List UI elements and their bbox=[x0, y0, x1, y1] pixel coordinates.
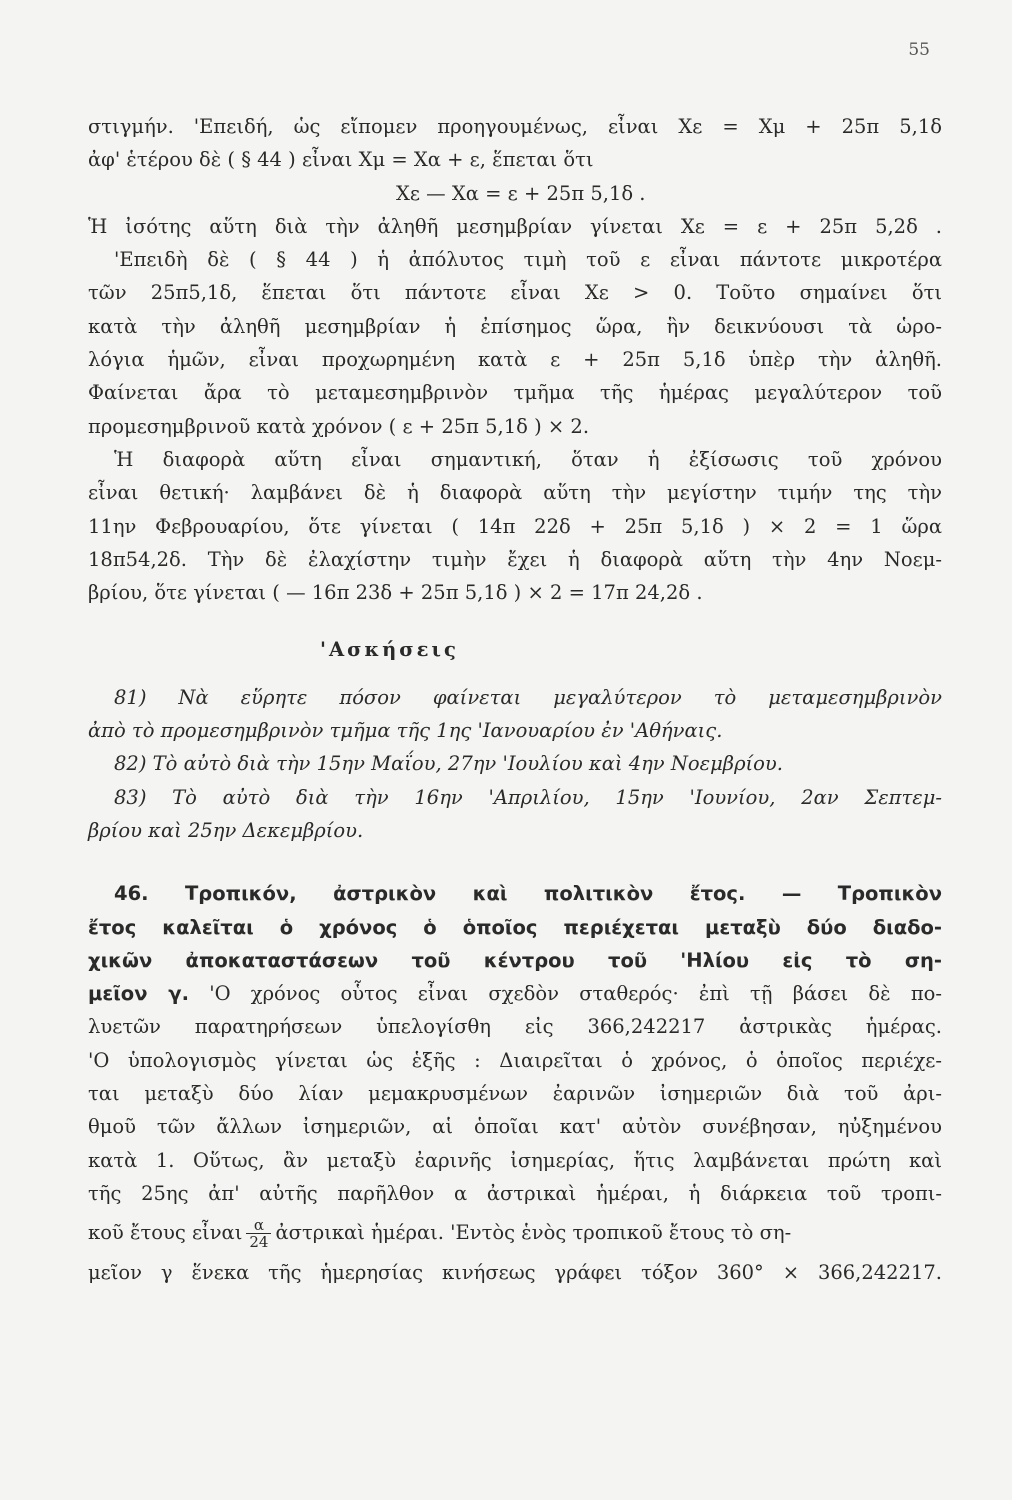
equation-line: Xε — Xα = ε + 25π 5,1δ . bbox=[396, 181, 646, 205]
body-line: Φαίνεται ἄρα τὸ μεταμεσημβρινὸν τμῆμα τῆς ἡμέρας μεγαλύτερον τοῦ bbox=[88, 381, 942, 405]
fraction-denominator: 24 bbox=[249, 1233, 269, 1252]
exercise-line: ἀπὸ τὸ προμεσημβρινὸν τμῆμα τῆς 1ης 'Ιανουαρίου ἐν 'Αθήναις. bbox=[88, 719, 723, 743]
body-line: Ἡ ἰσότης αὕτη διὰ τὴν ἀληθῆ μεσημβρίαν γίνεται Xε = ε + 25π 5,2δ . bbox=[88, 214, 942, 238]
section-term: μεῖον γ. bbox=[88, 982, 189, 1006]
body-line: λόγια ἡμῶν, εἶναι προχωρημένη κατὰ ε + 25π 5,1δ ὑπὲρ τὴν ἀληθῆ. bbox=[88, 348, 942, 372]
section-mixed-line bbox=[88, 977, 942, 1010]
exercise-line: 82) Τὸ αὐτὸ διὰ τὴν 15ην Μαΐου, 27ην 'Ιουλίου καὶ 4ην Νοεμβρίου. bbox=[114, 752, 783, 776]
fraction bbox=[246, 1217, 271, 1250]
body-line: 'Επειδὴ δὲ ( § 44 ) ἡ ἀπόλυτος τιμὴ τοῦ ε εἶναι πάντοτε μικροτέρα bbox=[114, 248, 942, 272]
exercise-line: 83) Τὸ αὐτὸ διὰ τὴν 16ην 'Απριλίου, 15ην 'Ιουνίου, 2αν Σεπτεμ- bbox=[114, 785, 942, 809]
fraction-line-post: ἀστρικαὶ ἡμέραι. 'Εντὸς ἑνὸς τροπικοῦ ἔτους τὸ ση- bbox=[275, 1221, 792, 1245]
section-line: 'Ο ὑπολογισμὸς γίνεται ὡς ἑξῆς : Διαιρεῖται ὁ χρόνος, ὁ ὁποῖος περιέχε- bbox=[88, 1048, 942, 1072]
body-line: κατὰ τὴν ἀληθῆ μεσημβρίαν ἡ ἐπίσημος ὥρα, ἣν δεικνύουσι τὰ ὡρο- bbox=[88, 314, 942, 338]
body-line: 11ην Φεβρουαρίου, ὅτε γίνεται ( 14π 22δ + 25π 5,1δ ) × 2 = 1 ὥρα bbox=[88, 514, 942, 538]
section-fraction-line bbox=[88, 1210, 942, 1256]
body-line: στιγμήν. 'Επειδή, ὡς εἴπομεν προηγουμένως, εἶναι Xε = Xμ + 25π 5,1δ bbox=[88, 115, 942, 138]
exercises-heading: 'Ασκήσεις bbox=[320, 638, 459, 662]
section-line: τῆς 25ης ἀπ' αὐτῆς παρῆλθον α ἀστρικαὶ ἡμέραι, ἡ διάρκεια τοῦ τροπι- bbox=[88, 1181, 942, 1205]
section-line: λυετῶν παρατηρήσεων ὑπελογίσθη εἰς 366,242217 ἀστρικὰς ἡμέρας. bbox=[88, 1015, 942, 1039]
page-number: 55 bbox=[908, 40, 930, 60]
section-heading-line: 46. Τροπικόν, ἀστρικὸν καὶ πολιτικὸν ἔτος. — Τροπικὸν bbox=[114, 882, 942, 906]
section-heading-line: χικῶν ἀποκαταστάσεων τοῦ κέντρου τοῦ 'Ηλίου εἰς τὸ ση- bbox=[88, 948, 942, 972]
fraction-numerator: α bbox=[246, 1217, 271, 1234]
body-line: 18π54,2δ. Τὴν δὲ ἐλαχίστην τιμὴν ἔχει ἡ διαφορὰ αὕτη τὴν 4ην Νοεμ- bbox=[88, 547, 942, 571]
body-line: εἶναι θετική· λαμβάνει δὲ ἡ διαφορὰ αὕτη τὴν μεγίστην τιμήν της τὴν bbox=[88, 481, 942, 505]
page-content bbox=[88, 110, 942, 1290]
fraction-line-pre: κοῦ ἔτους εἶναι bbox=[88, 1221, 243, 1245]
section-text: 'Ο χρόνος οὗτος εἶναι σχεδὸν σταθερός· ἐπὶ τῇ βάσει δὲ πο- bbox=[188, 982, 942, 1006]
body-line: ἀφ' ἑτέρου δὲ ( § 44 ) εἶναι Xμ = Xα + ε, ἕπεται ὅτι bbox=[88, 148, 594, 172]
exercise-line: βρίου καὶ 25ην Δεκεμβρίου. bbox=[88, 818, 364, 842]
body-line: Ἡ διαφορὰ αὕτη εἶναι σημαντική, ὅταν ἡ ἐξίσωσις τοῦ χρόνου bbox=[114, 447, 942, 471]
body-line: προμεσημβρινοῦ κατὰ χρόνον ( ε + 25π 5,1δ ) × 2. bbox=[88, 414, 590, 438]
section-line: μεῖον γ ἕνεκα τῆς ἡμερησίας κινήσεως γράφει τόξον 360° × 366,242217. bbox=[88, 1261, 942, 1285]
body-line: βρίου, ὅτε γίνεται ( — 16π 23δ + 25π 5,1δ ) × 2 = 17π 24,2δ . bbox=[88, 581, 703, 605]
body-line: τῶν 25π5,1δ, ἕπεται ὅτι πάντοτε εἶναι Xε > 0. Τοῦτο σημαίνει ὅτι bbox=[88, 281, 942, 305]
section-line: κατὰ 1. Οὕτως, ἂν μεταξὺ ἐαρινῆς ἰσημερίας, ἥτις λαμβάνεται πρώτη καὶ bbox=[88, 1148, 942, 1172]
section-line: ται μεταξὺ δύο λίαν μεμακρυσμένων ἐαρινῶν ἰσημεριῶν διὰ τοῦ ἀρι- bbox=[88, 1082, 942, 1106]
section-line: θμοῦ τῶν ἄλλων ἰσημεριῶν, αἱ ὁποῖαι κατ' αὐτὸν συνέβησαν, ηὐξημένου bbox=[88, 1115, 942, 1139]
section-heading-line: ἔτος καλεῖται ὁ χρόνος ὁ ὁποῖος περιέχεται μεταξὺ δύο διαδο- bbox=[88, 915, 942, 939]
exercise-line: 81) Νὰ εὕρητε πόσον φαίνεται μεγαλύτερον τὸ μεταμεσημβρινὸν bbox=[114, 685, 942, 709]
